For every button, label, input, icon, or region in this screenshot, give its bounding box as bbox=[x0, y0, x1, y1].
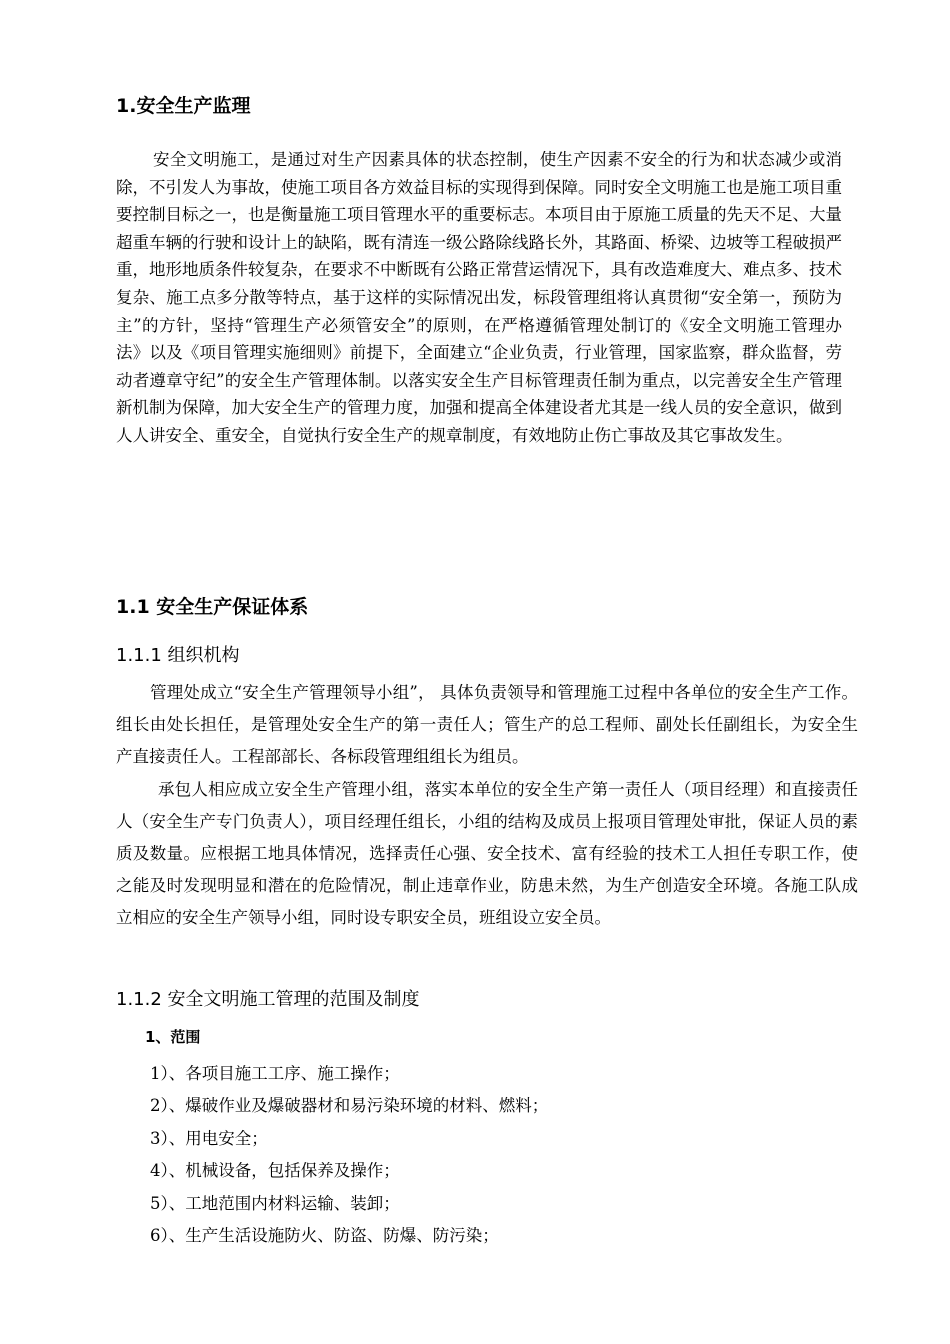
scope-item: 6）、生产生活设施防火、防盗、防爆、防污染； bbox=[150, 1226, 499, 1246]
section-1-paragraph: 安全文明施工，是通过对生产因素具体的状态控制，使生产因素不安全的行为和状态减少或消除，不引发人为事故，使施工项目各方效益目标的实现得到保障。同时安全文明施工也是施工项目重要控制目标之一，也是衡量施工项目管理水平的重要标志。本项目由于原施工质量的先天不足、大量超重车辆的行驶和设计上的缺陷，既有清连一级公路除线路长外，其路面、桥梁、边坡等工程破损严重，地形地质条件较复杂，在要求不中断既有公路正常营运情况下，具有改造难度大、难点多、技术复杂、施工点多分散等特点，基于这样的实际情况出发，标段管理组将认真贯彻“安全第一，预防为主”的方针，坚持“管理生产必须管安全”的原则，在严格遵循管理处制订的《安全文明施工管理办法》以及《项目管理实施细则》前提下，全面建立“企业负责，行业管理，国家监察，群众监督，劳动者遵章守纪”的安全生产管理体制。以落实安全生产目标管理责任制为重点，以完善安全生产管理新机制为保障，加大安全生产的管理力度，加强和提高全体建设者尤其是一线人员的安全意识，做到人人讲安全、重安全，自觉执行安全生产的规章制度，有效地防止伤亡事故及其它事故发生。 bbox=[116, 150, 842, 445]
section-1-1-1-heading: 1.1.1 组织机构 bbox=[116, 645, 240, 666]
scope-heading: 1、范围 bbox=[145, 1028, 201, 1046]
section-1-heading: 1.安全生产监理 bbox=[116, 95, 251, 117]
scope-item: 5）、工地范围内材料运输、装卸； bbox=[150, 1193, 400, 1213]
scope-item: 4）、机械设备，包括保养及操作； bbox=[150, 1161, 400, 1181]
section-1-1-2-heading: 1.1.2 安全文明施工管理的范围及制度 bbox=[116, 989, 420, 1010]
organization-paragraph-1: 管理处成立“安全生产管理领导小组”， 具体负责领导和管理施工过程中各单位的安全生产工作。组长由处长担任，是管理处安全生产的第一责任人；管生产的总工程师、副处长任副组长，为安全生产直接责任人。工程部部长、各标段管理组组长为组员。 bbox=[116, 683, 858, 766]
scope-item: 1）、各项目施工工序、施工操作； bbox=[150, 1064, 400, 1083]
scope-item: 3）、用电安全； bbox=[150, 1128, 268, 1148]
scope-list bbox=[150, 1058, 548, 1252]
scope-item: 2）、爆破作业及爆破器材和易污染环境的材料、燃料； bbox=[150, 1096, 549, 1116]
organization-paragraph-2: 承包人相应成立安全生产管理小组，落实本单位的安全生产第一责任人（项目经理）和直接责任人（安全生产专门负责人），项目经理任组长，小组的结构及成员上报项目管理处审批，保证人员的素质及数量。应根据工地具体情况，选择责任心强、安全技术、富有经验的技术工人担任专职工作，使之能及时发现明显和潜在的危险情况，制止违章作业，防患未然，为生产创造安全环境。各施工队成立相应的安全生产领导小组，同时设专职安全员，班组设立安全员。 bbox=[116, 780, 858, 927]
section-1-1-heading: 1.1 安全生产保证体系 bbox=[116, 596, 309, 618]
